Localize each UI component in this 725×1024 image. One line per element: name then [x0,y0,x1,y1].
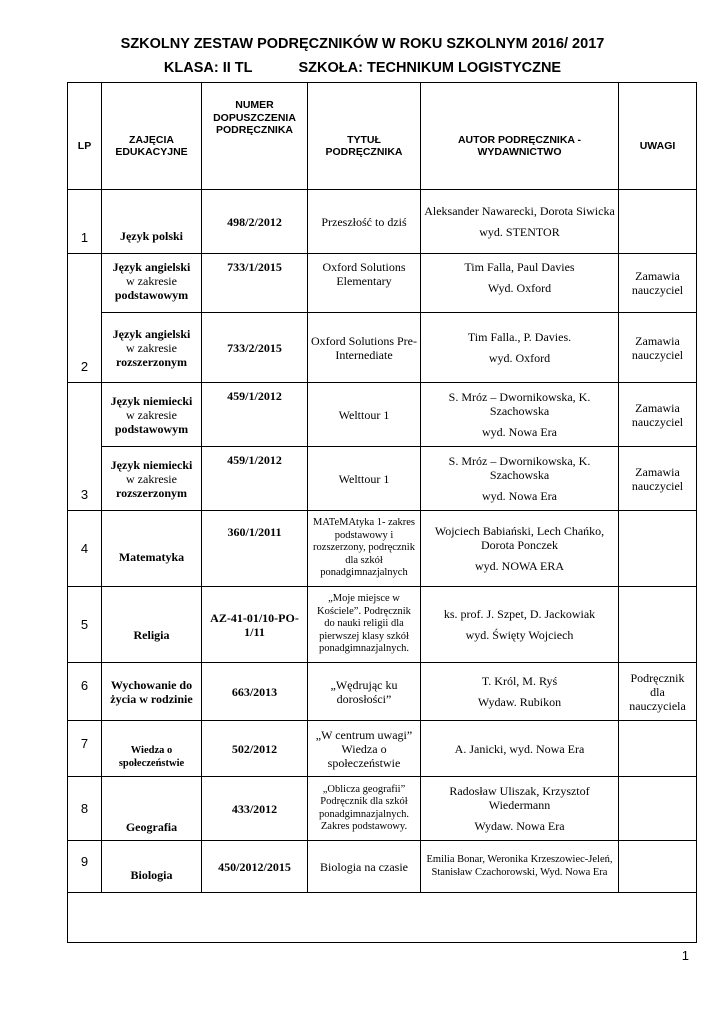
author-names: A. Janicki, wyd. Nowa Era [454,741,585,756]
publisher: wyd. Oxford [488,351,551,365]
row-author [421,663,619,721]
subject-name: Język angielski [112,326,191,341]
row-title: Welttour 1 [308,447,421,511]
row-number: 502/2012 [202,721,308,777]
row-title: „Moje miejsce w Kościele”. Podręcznik do nauki religii dla pierwszej klasy szkół ponadgimnazjalnych. [308,587,421,663]
author-names: Emilia Bonar, Weronika Krzeszowiec-Jeleń, Stanisław Czachorowski, Wyd. Nowa Era [426,854,613,878]
row-subject: Biologia [102,841,202,893]
row-subject: Matematyka [102,511,202,587]
row-author [421,383,619,447]
table-row [68,190,697,254]
author-names: S. Mróz – Dwornikowska, K. Szachowska [448,390,591,418]
row-author [421,777,619,841]
row-lp: 1 [68,190,102,254]
subject-name: Język niemiecki [110,393,193,408]
row-notes: Zamawia nauczyciel [619,254,697,313]
subject-scope: w zakresie [126,407,177,422]
row-lp: 9 [68,841,102,893]
class-label: KLASA: II TL [163,60,253,76]
table-row [68,383,697,447]
row-lp: 8 [68,777,102,841]
table-row [68,313,697,383]
author-names: Aleksander Nawarecki, Dorota Siwicka [424,204,615,218]
textbook-table [67,82,697,943]
author-names: Radosław Uliszak, Krzysztof Wiedermann [449,784,590,812]
row-author [421,587,619,663]
row-notes [619,721,697,777]
row-subject: Wychowanie do życia w rodzinie [102,663,202,721]
row-title: Oxford Solutions Elementary [308,254,421,313]
row-author [421,190,619,254]
row-lp: 6 [68,663,102,721]
row-lp: 2 [68,254,102,383]
subject-name: Język niemiecki [110,457,193,472]
header-title: TYTUŁ PODRĘCZNIKA [308,83,421,190]
row-number: 733/1/2015 [202,254,308,313]
row-number: 360/1/2011 [202,511,308,587]
row-subject: Religia [102,587,202,663]
table-row-empty [68,893,697,943]
subject-scope: w zakresie [126,471,177,486]
row-author [421,841,619,893]
row-title: Biologia na czasie [308,841,421,893]
row-number: 663/2013 [202,663,308,721]
row-notes [619,190,697,254]
author-names: ks. prof. J. Szpet, D. Jackowiak [443,607,596,621]
row-number: 733/2/2015 [202,313,308,383]
row-subject [102,254,202,313]
subject-level: podstawowym [114,421,189,436]
page-number: 1 [681,948,689,963]
row-author [421,721,619,777]
row-title: Oxford Solutions Pre-Internediate [308,313,421,383]
row-number: 498/2/2012 [202,190,308,254]
publisher: wyd. NOWA ERA [475,559,564,573]
author-names: T. Król, M. Ryś [481,674,558,688]
row-author [421,447,619,511]
header-notes: UWAGI [619,83,697,190]
publisher: Wydaw. Rubikon [477,695,562,709]
subject-level: rozszerzonym [115,354,188,369]
table-row [68,587,697,663]
row-title: „Oblicza geografii” Podręcznik dla szkół ponadgimnazjalnych. Zakres podstawowy. [308,777,421,841]
row-notes: Podręcznik dla nauczyciela [619,663,697,721]
row-author [421,511,619,587]
header-lp: LP [68,83,102,190]
row-title: „W centrum uwagi” Wiedza o społeczeństwie [308,721,421,777]
row-number: 459/1/2012 [202,383,308,447]
empty-cell [68,893,697,943]
row-notes: Zamawia nauczyciel [619,383,697,447]
publisher: Wyd. Oxford [487,281,552,295]
row-subject [102,383,202,447]
subject-scope: w zakresie [126,274,177,288]
author-names: S. Mróz – Dwornikowska, K. Szachowska [448,454,591,482]
header-subject: ZAJĘCIA EDUKACYJNE [102,83,202,190]
subject-scope: w zakresie [126,340,177,355]
row-subject: Język polski [102,190,202,254]
author-names: Tim Falla., P. Davies. [467,330,572,344]
publisher: wyd. Święty Wojciech [465,628,574,642]
row-number: 433/2012 [202,777,308,841]
row-lp: 5 [68,587,102,663]
row-lp: 7 [68,721,102,777]
author-names: Tim Falla, Paul Davies [464,260,575,274]
document-title: SZKOLNY ZESTAW PODRĘCZNIKÓW W ROKU SZKOLNYM 2016/ 2017 [120,36,605,52]
table-row [68,254,697,313]
school-label: SZKOŁA: TECHNIKUM LOGISTYCZNE [298,60,562,76]
row-notes [619,777,697,841]
author-names: Wojciech Babiański, Lech Chańko, Dorota Ponczek [434,524,605,552]
row-notes: Zamawia nauczyciel [619,313,697,383]
table-row [68,777,697,841]
row-number: AZ-41-01/10-PO-1/11 [202,587,308,663]
table-header-row [68,83,697,190]
row-lp: 4 [68,511,102,587]
row-subject: Wiedza o społeczeństwie [102,721,202,777]
publisher: wyd. STENTOR [479,225,560,239]
row-author [421,254,619,313]
row-title: „Wędrując ku dorosłości” [308,663,421,721]
table-row [68,511,697,587]
publisher: Wydaw. Nowa Era [474,819,565,833]
header-number: NUMER DOPUSZCZENIA PODRĘCZNIKA [202,83,308,190]
row-number: 450/2012/2015 [202,841,308,893]
subject-level: rozszerzonym [115,485,188,500]
subject-level: podstawowym [114,288,189,302]
row-subject: Geografia [102,777,202,841]
publisher: wyd. Nowa Era [482,425,557,439]
row-title: MATeMAtyka 1- zakres podstawowy i rozszerzony, podręcznik dla szkół ponadgimnazjalnych [308,511,421,587]
table-row [68,447,697,511]
row-number: 459/1/2012 [202,447,308,511]
table-row [68,721,697,777]
header-author: AUTOR PODRĘCZNIKA - WYDAWNICTWO [421,83,619,190]
row-lp: 3 [68,383,102,511]
row-subject [102,447,202,511]
table-row [68,663,697,721]
row-notes: Zamawia nauczyciel [619,447,697,511]
row-notes [619,511,697,587]
row-title: Welttour 1 [308,383,421,447]
table-row [68,841,697,893]
row-author [421,313,619,383]
publisher: wyd. Nowa Era [482,489,557,503]
row-subject [102,313,202,383]
row-notes [619,587,697,663]
document-subtitle [0,60,725,76]
row-notes [619,841,697,893]
row-title: Przeszłość to dziś [308,190,421,254]
subject-name: Język angielski [112,260,191,274]
